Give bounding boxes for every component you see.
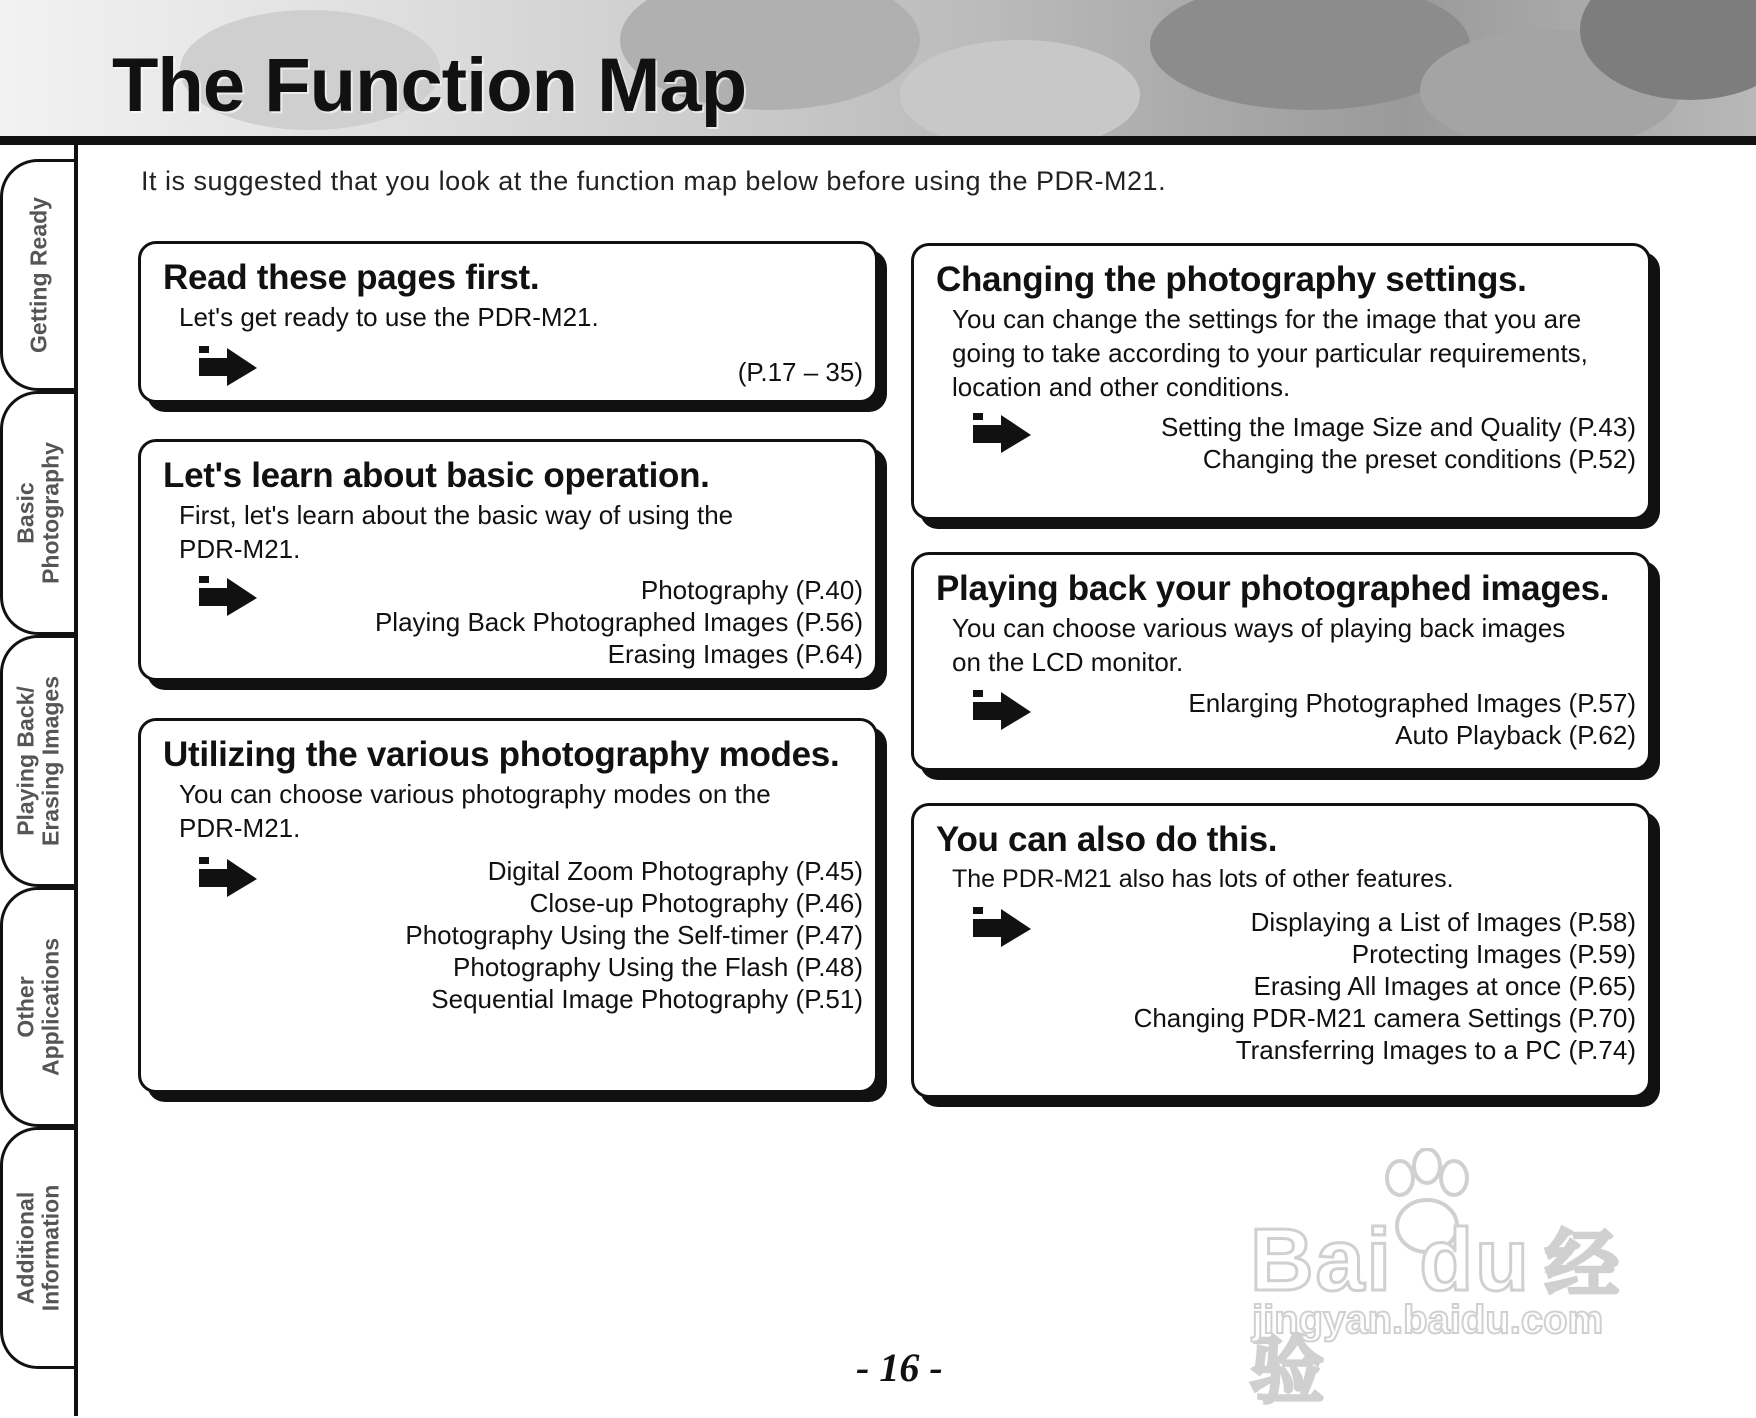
card-description <box>179 777 771 845</box>
link-item[interactable]: Photography Using the Flash (P.48) <box>453 952 863 982</box>
desc-line: on the LCD monitor. <box>952 647 1184 677</box>
card-description: Let's get ready to use the PDR-M21. <box>179 302 599 332</box>
link-item[interactable]: Auto Playback (P.62) <box>1395 720 1636 750</box>
link-item[interactable]: Changing PDR-M21 camera Settings (P.70) <box>1133 1003 1636 1033</box>
desc-line: First, let's learn about the basic way of using the <box>179 500 734 530</box>
card-title: Playing back your photographed images. <box>936 569 1610 608</box>
card-links <box>1188 687 1636 751</box>
tab-label: Getting Ready <box>24 197 51 353</box>
tab-label: Other Applications <box>12 937 64 1077</box>
card-also <box>911 803 1651 1098</box>
link-item[interactable]: (P.17 – 35) <box>737 357 863 387</box>
desc-line: PDR-M21. <box>179 813 301 843</box>
link-item[interactable]: Changing the preset conditions (P.52) <box>1202 444 1636 474</box>
card-photography-modes <box>138 718 878 1093</box>
link-item[interactable]: Erasing Images (P.64) <box>607 639 863 669</box>
sidebar <box>0 145 78 1416</box>
card-links <box>375 574 863 670</box>
card-playback <box>911 552 1651 771</box>
card-photography-settings <box>911 243 1651 520</box>
tab-additional-information[interactable] <box>0 1127 74 1369</box>
tab-label: Basic Photography <box>12 442 64 584</box>
right-arrow-icon <box>197 574 259 618</box>
link-item[interactable]: Sequential Image Photography (P.51) <box>431 984 863 1014</box>
card-title: Read these pages first. <box>163 258 540 297</box>
tab-getting-ready[interactable] <box>0 159 74 391</box>
sidebar-divider <box>74 145 78 1416</box>
card-description <box>952 302 1588 404</box>
card-read-first <box>138 241 878 403</box>
tab-playing-back-erasing[interactable] <box>0 635 74 887</box>
right-arrow-icon <box>971 688 1033 732</box>
card-title: Utilizing the various photography modes. <box>163 735 840 774</box>
card-title: You can also do this. <box>936 820 1278 859</box>
watermark-brand-cn: 经验 <box>1250 1223 1621 1412</box>
desc-line: going to take according to your particular requirements, <box>952 338 1588 368</box>
watermark-brand-text: Bai du <box>1250 1210 1531 1309</box>
card-title: Changing the photography settings. <box>936 260 1527 299</box>
tab-basic-photography[interactable] <box>0 391 74 635</box>
right-arrow-icon <box>197 855 259 899</box>
watermark <box>1240 1148 1660 1412</box>
card-description <box>179 498 733 566</box>
link-item[interactable]: Photography Using the Self-timer (P.47) <box>405 920 863 950</box>
link-item[interactable]: Transferring Images to a PC (P.74) <box>1235 1035 1636 1065</box>
intro-text: It is suggested that you look at the function map below before using the PDR-M21. <box>141 166 1167 196</box>
tab-other-applications[interactable] <box>0 887 74 1127</box>
watermark-url: jingyan.baidu.com <box>1252 1298 1604 1342</box>
card-links <box>738 356 863 388</box>
right-arrow-icon <box>971 905 1033 949</box>
link-item[interactable]: Enlarging Photographed Images (P.57) <box>1188 688 1636 718</box>
desc-line: You can change the settings for the image that you are <box>952 304 1582 334</box>
desc-line: PDR-M21. <box>179 534 301 564</box>
link-item[interactable]: Photography (P.40) <box>640 575 863 605</box>
desc-line: You can choose various photography modes on the <box>179 779 771 809</box>
card-basic-operation <box>138 439 878 681</box>
header-banner <box>0 0 1756 136</box>
right-arrow-icon <box>971 411 1033 455</box>
link-item[interactable]: Erasing All Images at once (P.65) <box>1253 971 1636 1001</box>
card-title: Let's learn about basic operation. <box>163 456 710 495</box>
right-arrow-icon <box>197 344 259 388</box>
tab-label: Playing Back/ Erasing Images <box>12 675 64 847</box>
tab-label: Additional Information <box>12 1184 64 1312</box>
page-number: - 16 - <box>856 1345 943 1390</box>
card-links <box>1134 906 1636 1066</box>
page-title: The Function Map <box>112 43 747 128</box>
link-item[interactable]: Protecting Images (P.59) <box>1351 939 1636 969</box>
header-rule <box>0 136 1756 145</box>
card-links <box>405 855 863 1015</box>
card-description <box>952 611 1565 679</box>
desc-line: location and other conditions. <box>952 372 1291 402</box>
link-item[interactable]: Displaying a List of Images (P.58) <box>1250 907 1636 937</box>
link-item[interactable]: Close-up Photography (P.46) <box>529 888 863 918</box>
card-description: The PDR-M21 also has lots of other features. <box>952 865 1454 893</box>
link-item[interactable]: Playing Back Photographed Images (P.56) <box>374 607 863 637</box>
link-item[interactable]: Digital Zoom Photography (P.45) <box>487 856 863 886</box>
link-item[interactable]: Setting the Image Size and Quality (P.43) <box>1160 412 1636 442</box>
card-links <box>1161 411 1636 475</box>
desc-line: You can choose various ways of playing back images <box>952 613 1566 643</box>
